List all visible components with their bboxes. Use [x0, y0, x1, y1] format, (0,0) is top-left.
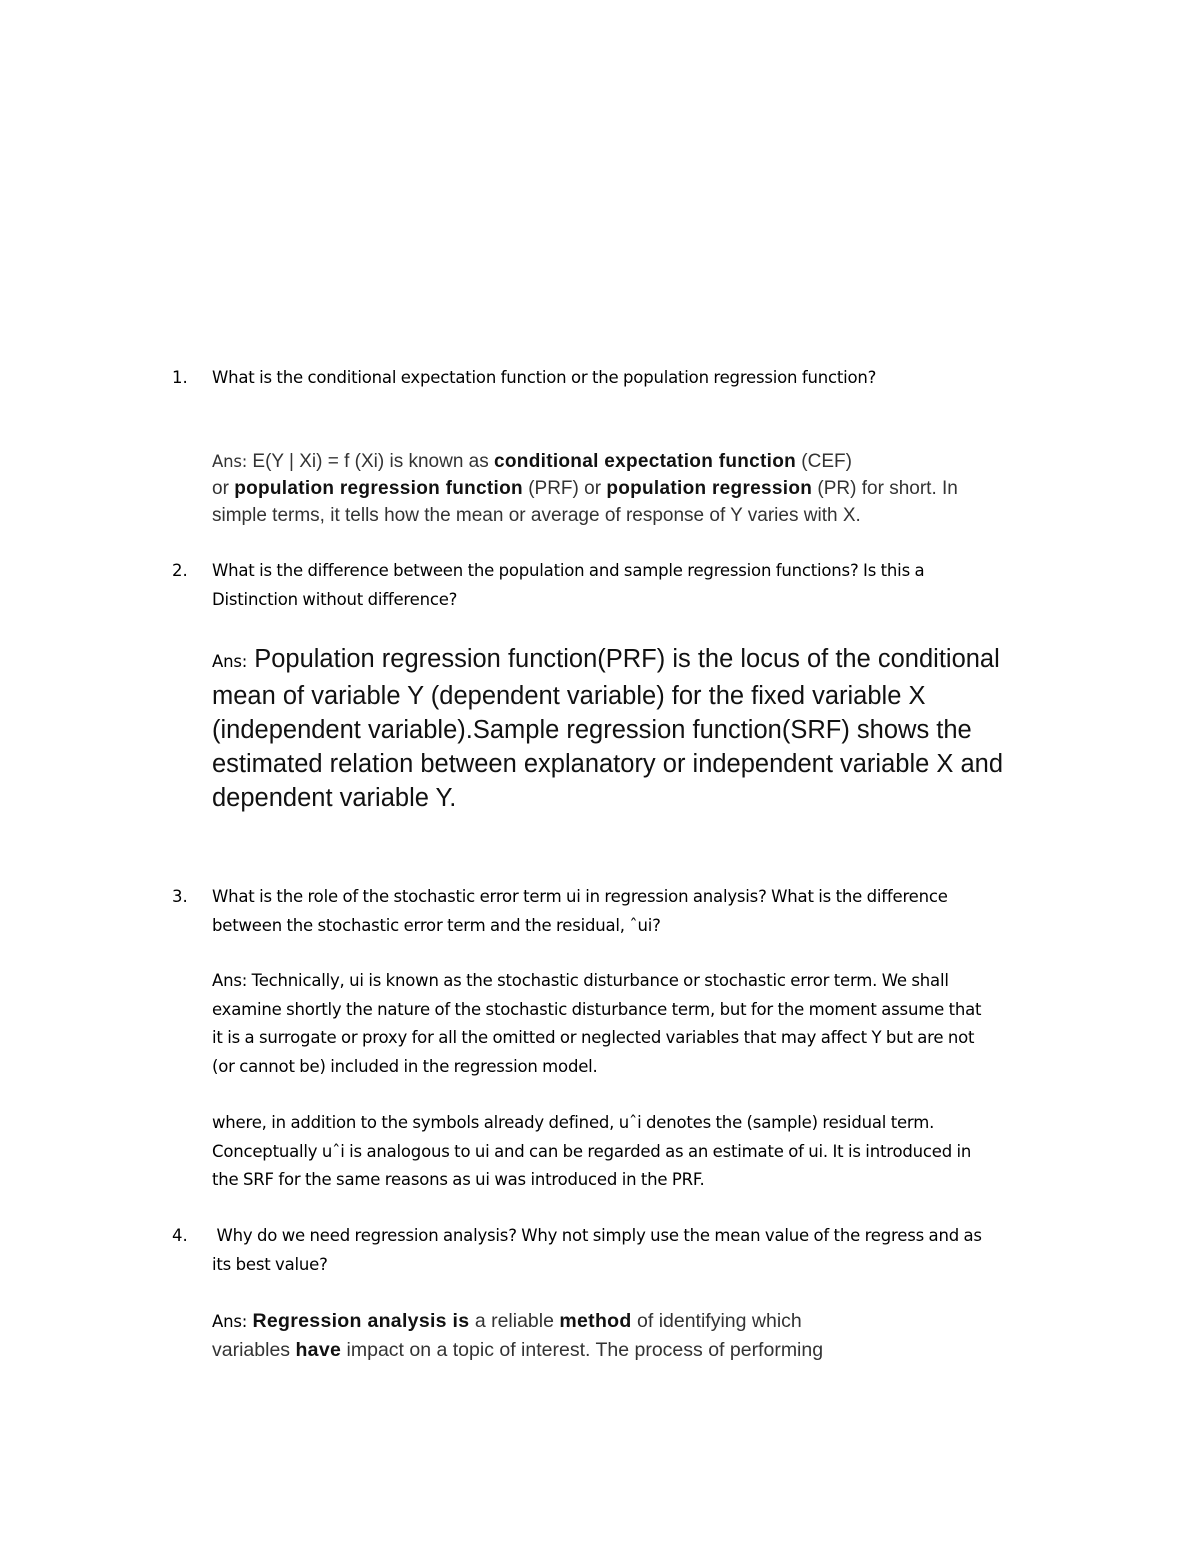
- answer-bold-term: population regression: [606, 478, 813, 499]
- answer-text: a reliable: [469, 1310, 560, 1332]
- answer-line: mean of variable Y (dependent variable) for the fixed variable X: [212, 682, 926, 710]
- question-number: 1.: [172, 368, 188, 387]
- answer-4: [212, 1307, 1072, 1364]
- answer-line: (independent variable).Sample regression function(SRF) shows the: [212, 716, 972, 744]
- question-text: [212, 883, 1072, 940]
- answer-text: simple terms, it tells how the mean or average of response of Y varies with X.: [212, 505, 861, 526]
- question-number: 3.: [172, 887, 188, 906]
- answer-2: [212, 642, 1072, 815]
- question-line: What is the role of the stochastic error term ui in regression analysis? What is the difference: [212, 887, 948, 906]
- answer-3-paragraph-1: [212, 967, 1072, 1081]
- answer-line: estimated relation between explanatory or independent variable X and: [212, 750, 1004, 778]
- answer-text: or: [212, 478, 235, 499]
- question-line: What is the difference between the population and sample regression functions? Is this a: [212, 561, 925, 580]
- answer-line: dependent variable Y.: [212, 784, 457, 812]
- answer-1: [212, 448, 1072, 529]
- answer-text: impact on a topic of interest. The process of performing: [341, 1339, 824, 1361]
- answer-bold-term: Regression analysis is: [252, 1310, 470, 1332]
- answer-bold-term: have: [295, 1339, 342, 1361]
- question-text: [212, 557, 1072, 614]
- question-line: Why do we need regression analysis? Why not simply use the mean value of the regress and as: [212, 1226, 982, 1245]
- answer-text: (PR) for short. In: [812, 478, 958, 499]
- answer-text: (PRF) or: [522, 478, 607, 499]
- answer-text: E(Y | Xi) = f (Xi) is known as: [252, 451, 495, 472]
- answer-bold-term: conditional expectation function: [494, 451, 797, 472]
- answer-line: Ans: Technically, ui is known as the stochastic disturbance or stochastic error term. We shall: [212, 971, 949, 990]
- answer-line: examine shortly the nature of the stochastic disturbance term, but for the moment assume that: [212, 999, 982, 1019]
- answer-line: it is a surrogate or proxy for all the omitted or neglected variables that may affect Y but are not: [212, 1028, 975, 1047]
- answer-text: of identifying which: [631, 1310, 802, 1332]
- answer-text: (CEF): [796, 451, 852, 472]
- question-line: Distinction without difference?: [212, 589, 458, 609]
- question-text: [212, 1222, 1072, 1279]
- question-line: its best value?: [212, 1254, 328, 1274]
- answer-bold-term: method: [559, 1310, 632, 1332]
- answer-line: Population regression function(PRF) is the locus of the conditional: [254, 645, 1000, 673]
- question-number: 2.: [172, 561, 188, 580]
- answer-line: where, in addition to the symbols already defined, uˆi denotes the (sample) residual term.: [212, 1113, 935, 1132]
- answer-line: (or cannot be) included in the regression model.: [212, 1056, 598, 1076]
- answer-label: Ans:: [212, 452, 248, 471]
- answer-3-paragraph-2: [212, 1109, 1072, 1195]
- answer-label: Ans:: [212, 1312, 248, 1331]
- answer-line: the SRF for the same reasons as ui was introduced in the PRF.: [212, 1170, 705, 1189]
- question-text: What is the conditional expectation function or the population regression function?: [212, 368, 877, 387]
- answer-bold-term: population regression function: [234, 478, 523, 499]
- question-line: between the stochastic error term and the residual, ˆui?: [212, 915, 661, 935]
- answer-line: Conceptually uˆi is analogous to ui and can be regarded as an estimate of ui. It is introduced in: [212, 1141, 972, 1161]
- question-number: 4.: [172, 1226, 188, 1245]
- answer-label: Ans:: [212, 652, 248, 671]
- answer-text: variables: [212, 1339, 296, 1361]
